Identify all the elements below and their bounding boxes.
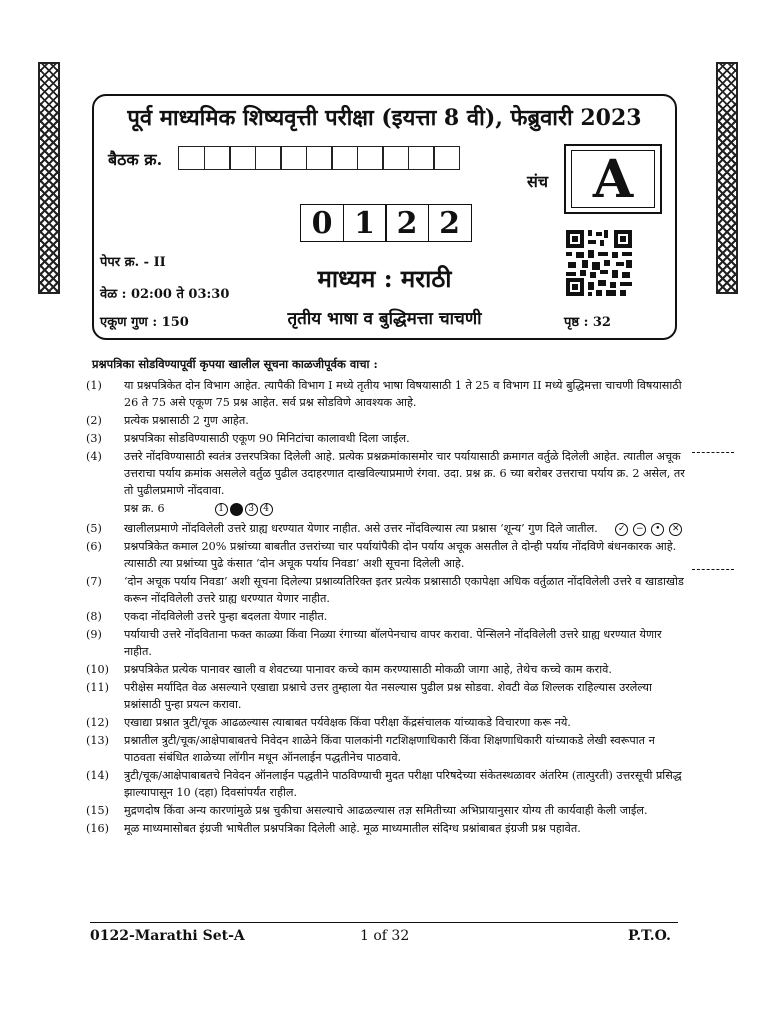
instruction-number: (11) — [86, 681, 109, 694]
invalid-mark-icon: • — [651, 523, 664, 536]
invalid-mark-icon: ✕ — [669, 523, 682, 536]
instruction-item — [86, 538, 686, 572]
footer-pto: P.T.O. — [628, 928, 671, 944]
instruction-text: या प्रश्नपत्रिकेत दोन विभाग आहेत. त्यापैकी विभाग I मध्ये तृतीय भाषा विषयासाठी 1 ते 25 व विभाग II मध्ये बुद्धिमत्ता चाचणी विषयासाठी 26 ते 75 असे एकूण 75 प्रश्न आहेत. सर्व प्रश्न सोडविणे आवश्यक आहे. — [124, 379, 682, 409]
instruction-item — [86, 520, 686, 537]
instruction-item — [86, 679, 686, 713]
set-box — [564, 144, 662, 214]
page-count: पृष्ठ : 32 — [564, 315, 611, 330]
seat-number-label: बैठक क्र. — [108, 150, 163, 169]
seat-digit-box[interactable] — [280, 146, 307, 170]
option-bubble-filled — [230, 503, 243, 516]
exam-header-box — [92, 94, 677, 340]
instruction-number: (12) — [86, 716, 109, 729]
seat-number-boxes[interactable] — [178, 146, 459, 170]
seat-digit-box[interactable] — [408, 146, 435, 170]
code-digit: 1 — [343, 204, 387, 242]
instructions-list — [86, 377, 686, 838]
right-decorative-border — [716, 62, 738, 294]
instruction-number: (1) — [86, 379, 102, 392]
instruction-item — [86, 448, 686, 519]
left-decorative-border — [38, 62, 60, 294]
instruction-number: (8) — [86, 610, 102, 623]
instruction-item — [86, 377, 686, 411]
instruction-text: उत्तरे नोंदविण्यासाठी स्वतंत्र उत्तरपत्रिका दिलेली आहे. प्रत्येक प्रश्नक्रमांकासमोर चार पर्यायासाठी क्रमागत वर्तुळे दिलेली आहेत. त्यातील अचूक उत्तराचा पर्याय क्रमांक असलेले वर्तुळ पुढील उदाहरणात दाखविल्याप्रमाणे रंगवा. उदा. प्रश्न क्र. 6 च्या बरोबर उत्तराचा पर्याय क्र. 2 असेल, तर तो पुढीलप्रमाणे नोंदवावा. — [124, 450, 685, 497]
instruction-text: परीक्षेस मर्यादित वेळ असल्याने एखाद्या प्रश्नाचे उत्तर तुम्हाला येत नसल्यास पुढील प्रश्न सोडवा. शेवटी वेळ शिल्लक राहिल्यास उरलेल्या प्रश्नांसाठी पुन्हा प्रयत्न करावा. — [124, 681, 652, 711]
footer-page-number: 1 of 32 — [360, 928, 410, 944]
seat-digit-box[interactable] — [306, 146, 333, 170]
instruction-number: (6) — [86, 540, 102, 553]
paper-number: पेपर क्र. - II — [100, 255, 166, 270]
paper-code-boxes — [300, 204, 470, 242]
option-bubble: 4 — [260, 503, 273, 516]
footer-divider — [90, 922, 678, 923]
option-bubble: 1 — [215, 503, 228, 516]
seat-digit-box[interactable] — [204, 146, 231, 170]
option-bubble: 3 — [245, 503, 258, 516]
instruction-text: प्रत्येक प्रश्नासाठी 2 गुण आहेत. — [124, 414, 249, 427]
instruction-number: (7) — [86, 575, 102, 588]
instruction-text: त्रुटी/चूक/आक्षेपाबाबतचे निवेदन ऑनलाईन पद्धतीने पाठविण्याची मुदत परीक्षा परिषदेच्या संकेतस्थळावर अंतरिम (तात्पुरती) उत्तरसूची प्रसिद्ध झाल्यापासून 10 (दहा) दिवसांपर्यंत राहील. — [124, 769, 682, 799]
set-letter: A — [571, 150, 655, 208]
footer-set-code: 0122-Marathi Set-A — [90, 928, 245, 944]
instruction-text: ‘दोन अचूक पर्याय निवडा’ अशी सूचना दिलेल्या प्रश्नाव्यतिरिक्त इतर प्रत्येक प्रश्नासाठी एकापेक्षा अधिक वर्तुळात नोंदविलेली उत्तरे व खाडाखोड करून नोंदविलेली उत्तरे ग्राह्य धरण्यात येणार नाहीत. — [124, 575, 684, 605]
instruction-text: एखाद्या प्रश्नात त्रुटी/चूक आढळल्यास त्याबाबत पर्यवेक्षक किंवा परीक्षा केंद्रसंचालक यांच्याकडे विचारणा करू नये. — [124, 716, 571, 729]
seat-digit-box[interactable] — [229, 146, 256, 170]
instruction-number: (16) — [86, 822, 109, 835]
instruction-item — [86, 430, 686, 447]
code-digit: 2 — [385, 204, 429, 242]
instruction-item — [86, 767, 686, 801]
instruction-number: (15) — [86, 804, 109, 817]
instruction-number: (10) — [86, 663, 109, 676]
example-label: प्रश्न क्र. 6 — [124, 502, 165, 515]
instruction-item — [86, 412, 686, 429]
instruction-number: (2) — [86, 414, 102, 427]
instruction-text: पर्यायाची उत्तरे नोंदविताना फक्त काळ्या किंवा निळ्या रंगाच्या बॉलपेनचाच वापर करावा. पेन्सिलने नोंदविलेली उत्तरे ग्राह्य धरण्यात येणार नाहीत. — [124, 628, 662, 658]
instruction-text: प्रश्नपत्रिकेत प्रत्येक पानावर खाली व शेवटच्या पानावर कच्चे काम करण्यासाठी मोकळी जागा आहे, तेथेच कच्चे काम करावे. — [124, 663, 612, 676]
instruction-number: (14) — [86, 769, 109, 782]
instruction-item — [86, 573, 686, 607]
seat-digit-box[interactable] — [178, 146, 205, 170]
invalid-mark-icon: − — [633, 523, 646, 536]
instruction-item — [86, 820, 686, 837]
exam-time: वेळ : 02:00 ते 03:30 — [100, 287, 230, 302]
invalid-marks-example — [615, 523, 684, 536]
margin-dash-mark — [692, 569, 734, 570]
instruction-text: प्रश्नपत्रिकेत कमाल 20% प्रश्नांच्या बाबतीत उत्तरांच्या चार पर्यायांपैकी दोन पर्याय अचूक असतील ते दोन्ही पर्याय नोंदविणे बंधनकारक आहे. त्यासाठी त्या प्रश्नांच्या पुढे कंसात ‘दोन अचूक पर्याय निवडा’ अशी सूचना दिलेली आहे. — [124, 540, 677, 570]
example-row — [124, 499, 686, 519]
code-digit: 0 — [300, 204, 344, 242]
margin-dash-mark — [692, 452, 734, 453]
instruction-item — [86, 608, 686, 625]
instructions-heading: प्रश्नपत्रिका सोडविण्यापूर्वी कृपया खालील सूचना काळजीपूर्वक वाचा : — [92, 357, 378, 371]
instruction-text: प्रश्नपत्रिका सोडविण्यासाठी एकूण 90 मिनिटांचा कालावधी दिला जाईल. — [124, 432, 410, 445]
instruction-text: मूळ माध्यमासोबत इंग्रजी भाषेतील प्रश्नपत्रिका दिलेली आहे. मूळ माध्यमातील संदिग्ध प्रश्नांबाबत इंग्रजी प्रश्न पहावेत. — [124, 822, 581, 835]
seat-digit-box[interactable] — [433, 146, 460, 170]
instruction-text: खालीलप्रमाणे नोंदविलेली उत्तरे ग्राह्य धरण्यात येणार नाहीत. असे उत्तर नोंदविल्यास त्या प्रश्नास ‘शून्य’ गुण दिले जातील. — [124, 522, 598, 535]
instruction-item — [86, 626, 686, 660]
instruction-text: मुद्रणदोष किंवा अन्य कारणांमुळे प्रश्न चुकीचा असल्याचे आढळल्यास तज्ञ समितीच्या अभिप्रायानुसार योग्य ती कार्यवाही केली जाईल. — [124, 804, 648, 817]
instruction-number: (4) — [86, 450, 102, 463]
set-label: संच — [527, 172, 548, 191]
seat-digit-box[interactable] — [331, 146, 358, 170]
exam-title: पूर्व माध्यमिक शिष्यवृत्ती परीक्षा (इयत्ता 8 वी), फेब्रुवारी 2023 — [127, 105, 642, 131]
seat-digit-box[interactable] — [382, 146, 409, 170]
invalid-mark-icon: ✓ — [615, 523, 628, 536]
instruction-number: (5) — [86, 522, 102, 535]
instruction-text: प्रश्नातील त्रुटी/चूक/आक्षेपाबाबतचे निवेदन शाळेने किंवा पालकांनी गटशिक्षणाधिकारी किंवा शिक्षणाधिकारी यांच्याकडे लेखी स्वरूपात न पाठवता संबंधित शाळेच्या लॉगीन मधून ऑनलाईन पद्धतीनेच पाठवावे. — [124, 734, 655, 764]
subject-title: तृतीय भाषा व बुद्धिमत्ता चाचणी — [287, 309, 482, 329]
instruction-item — [86, 732, 686, 766]
total-marks: एकूण गुण : 150 — [100, 315, 189, 330]
instruction-item — [86, 802, 686, 819]
instruction-item — [86, 714, 686, 731]
instruction-number: (3) — [86, 432, 102, 445]
code-digit: 2 — [428, 204, 472, 242]
instruction-number: (9) — [86, 628, 102, 641]
seat-digit-box[interactable] — [357, 146, 384, 170]
instruction-number: (13) — [86, 734, 109, 747]
instruction-text: एकदा नोंदविलेली उत्तरे पुन्हा बदलता येणार नाहीत. — [124, 610, 328, 623]
medium-label: माध्यम : मराठी — [317, 264, 452, 293]
seat-digit-box[interactable] — [255, 146, 282, 170]
instruction-item — [86, 661, 686, 678]
